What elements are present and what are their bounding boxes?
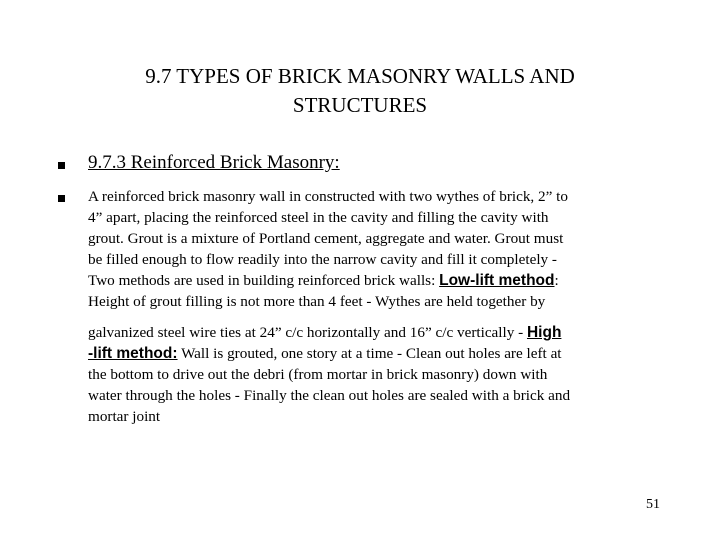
body-line: mortar joint [88,408,161,425]
body-line: A reinforced brick masonry wall in constructed with two wythes of brick, 2” to [88,188,568,205]
body-line: be filled enough to flow readily into the narrow cavity and fill it completely - [88,251,557,268]
body-text: galvanized steel wire ties at 24” c/c horizontally and 16” c/c vertically - [88,324,527,341]
body-text: Wall is grouted, one story at a time - Clean out holes are left at [177,345,562,362]
body-line [88,343,668,364]
body-line: grout. Grout is a mixture of Portland cement, aggregate and water. Grout must [88,230,564,247]
section-heading: 9.7.3 Reinforced Brick Masonry: [88,152,340,173]
high-lift-method-term-cont: -lift method: [88,345,178,362]
slide-title [60,62,660,120]
body-text: Two methods are used in building reinforced brick walls: [88,272,440,289]
body-line: the bottom to drive out the debri (from mortar in brick masonry) down with [88,366,548,383]
square-bullet-icon [58,162,65,169]
high-lift-method-term: High [526,324,562,341]
body-line: Height of grout filling is not more than 4 feet - Wythes are held together by [88,293,546,310]
body-line [88,270,668,291]
low-lift-method-term: Low-lift method [439,272,555,289]
title-line-2: STRUCTURES [292,93,428,117]
page-number: 51 [646,497,660,512]
body-line: water through the holes - Finally the clean out holes are sealed with a brick and [88,387,571,404]
body-line: 4” apart, placing the reinforced steel in the cavity and filling the cavity with [88,209,549,226]
body-line [88,322,668,343]
body-paragraph [88,186,668,427]
square-bullet-icon [58,195,65,202]
body-text: : [554,272,559,289]
title-line-1: 9.7 TYPES OF BRICK MASONRY WALLS AND [145,64,575,88]
